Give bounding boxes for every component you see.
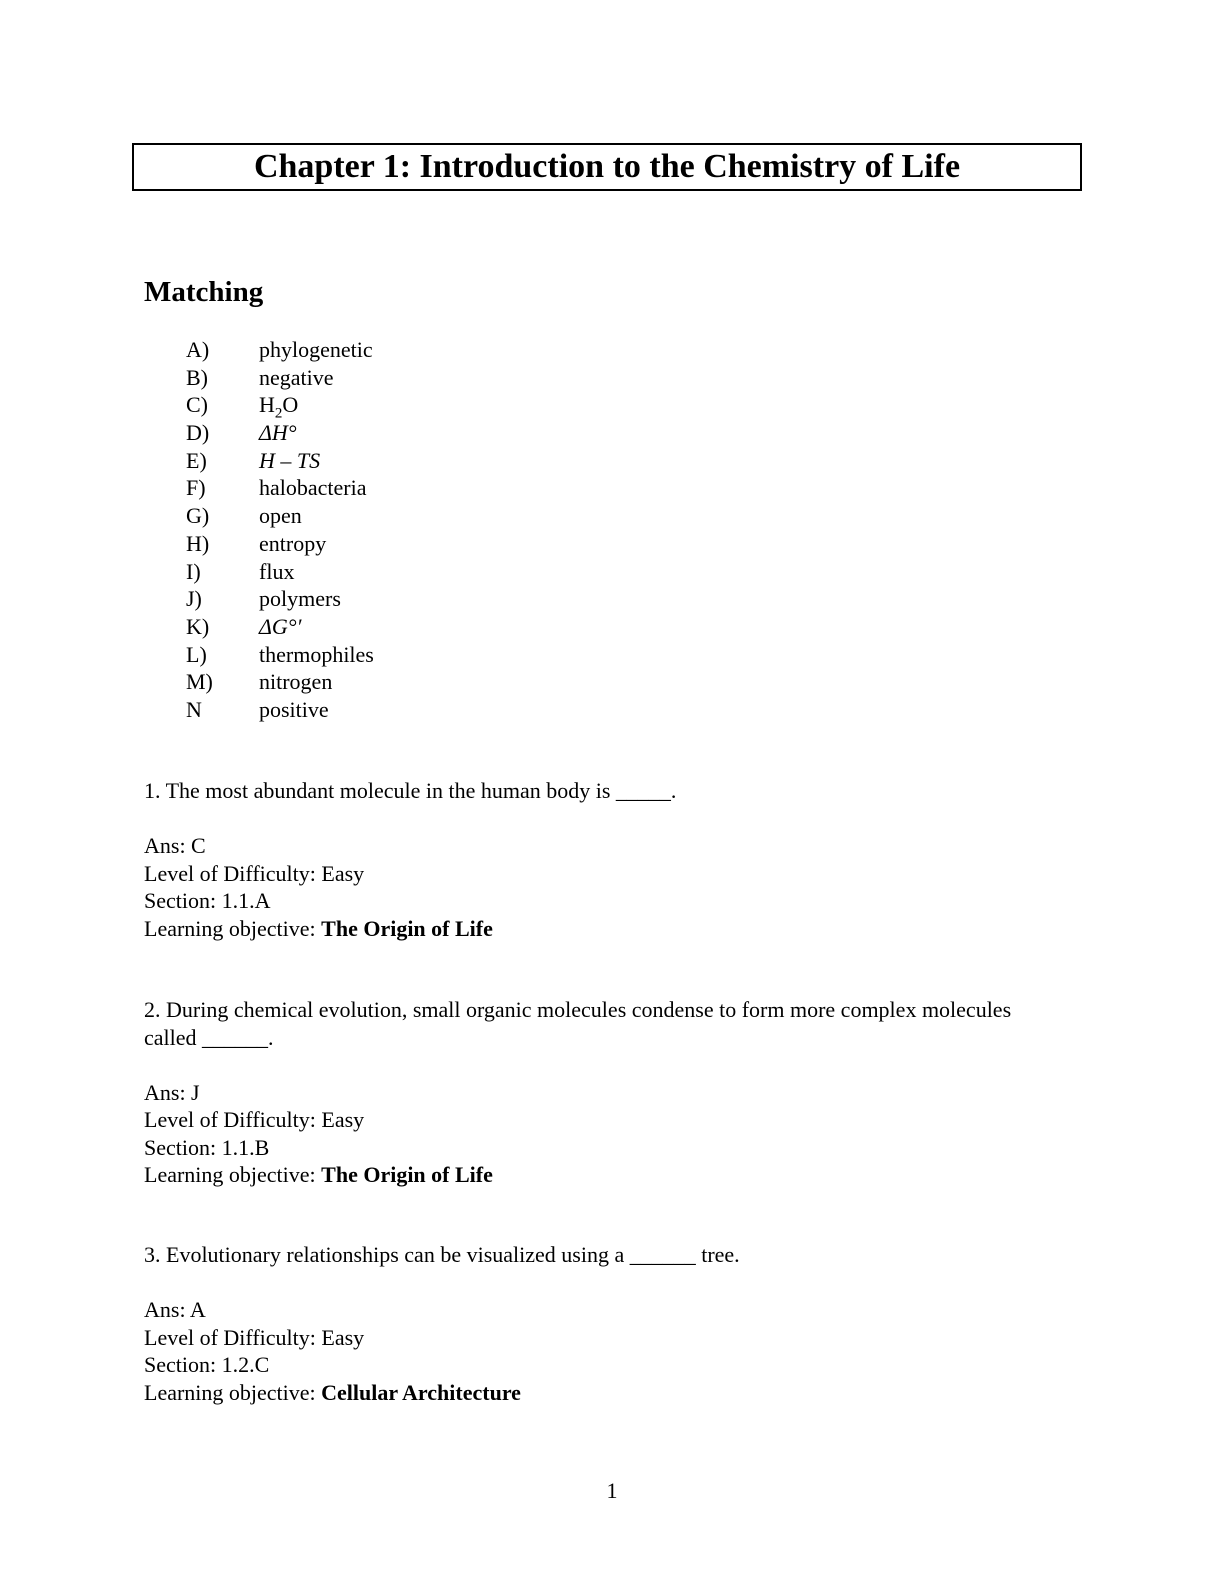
option-letter: F) xyxy=(186,475,206,501)
question-meta xyxy=(144,1296,1024,1406)
difficulty-label: Level of Difficulty: Easy xyxy=(144,860,365,886)
option-letter: N xyxy=(186,696,202,722)
option-item xyxy=(186,696,374,724)
option-item xyxy=(186,474,374,502)
question-text: 1. The most abundant molecule in the human body is _____. xyxy=(144,778,677,803)
page-number: 1 xyxy=(606,1478,618,1503)
option-item xyxy=(186,391,374,422)
objective-prefix: Learning objective: xyxy=(144,915,322,941)
option-term: positive xyxy=(259,696,329,722)
option-letter: I) xyxy=(186,558,201,584)
option-term: ΔH° xyxy=(259,420,297,446)
chapter-title: Chapter 1: Introduction to the Chemistry of Life xyxy=(253,148,961,185)
option-term: ΔG°′ xyxy=(259,613,302,639)
difficulty-label: Level of Difficulty: Easy xyxy=(144,1324,365,1350)
option-letter: H) xyxy=(186,530,210,556)
option-item xyxy=(186,502,374,530)
section-label: Section: 1.1.B xyxy=(144,1134,270,1160)
question-meta xyxy=(144,1079,1024,1189)
option-item xyxy=(186,336,374,364)
option-term: H – TS xyxy=(259,447,321,473)
chapter-title-box xyxy=(132,143,1082,191)
option-letter: D) xyxy=(186,420,210,446)
option-item xyxy=(186,364,374,392)
question-2 xyxy=(144,996,1024,1189)
option-letter: G) xyxy=(186,503,210,529)
answer-label: Ans: A xyxy=(144,1297,206,1322)
option-term: thermophiles xyxy=(259,641,374,667)
option-term: polymers xyxy=(259,586,341,612)
section-label: Section: 1.1.A xyxy=(144,888,271,913)
option-item xyxy=(186,641,374,669)
option-letter: M) xyxy=(186,669,213,695)
learning-objective xyxy=(144,1379,1024,1407)
option-item xyxy=(186,613,374,641)
option-term: flux xyxy=(259,558,295,584)
option-letter: K) xyxy=(186,613,210,639)
objective-value: The Origin of Life xyxy=(321,915,493,941)
matching-heading: Matching xyxy=(144,276,264,308)
option-letter: A) xyxy=(186,337,210,362)
option-term: entropy xyxy=(259,530,327,556)
matching-options-list xyxy=(186,336,374,724)
option-letter: C) xyxy=(186,392,208,418)
option-letter: E) xyxy=(186,447,207,473)
option-item xyxy=(186,558,374,586)
difficulty-label: Level of Difficulty: Easy xyxy=(144,1107,365,1132)
objective-value: Cellular Architecture xyxy=(321,1379,521,1405)
learning-objective xyxy=(144,915,1024,943)
option-term: halobacteria xyxy=(259,475,367,501)
option-term: negative xyxy=(259,364,334,390)
option-letter: B) xyxy=(186,364,208,390)
option-term: phylogenetic xyxy=(259,337,373,362)
option-term: nitrogen xyxy=(259,669,333,695)
option-item xyxy=(186,668,374,696)
question-text: 3. Evolutionary relationships can be visualized using a ______ tree. xyxy=(144,1242,740,1267)
option-item xyxy=(186,447,374,475)
option-letter: L) xyxy=(186,641,207,667)
option-term: $H_2O$ xyxy=(259,392,299,422)
question-3 xyxy=(144,1241,1024,1406)
objective-prefix: Learning objective: xyxy=(144,1162,322,1187)
option-item xyxy=(186,419,374,447)
answer-label: Ans: C xyxy=(144,833,206,858)
question-1 xyxy=(144,777,1024,942)
answer-label: Ans: J xyxy=(144,1079,200,1105)
option-term: open xyxy=(259,503,302,529)
objective-value: The Origin of Life xyxy=(321,1162,493,1187)
objective-prefix: Learning objective: xyxy=(144,1379,322,1405)
section-label: Section: 1.2.C xyxy=(144,1352,270,1377)
option-item xyxy=(186,585,374,613)
learning-objective xyxy=(144,1161,1024,1189)
question-text: 2. During chemical evolution, small organic molecules condense to form more complex molecules called ______. xyxy=(144,997,1012,1050)
option-letter: J) xyxy=(186,586,202,612)
question-meta xyxy=(144,832,1024,942)
option-item xyxy=(186,530,374,558)
